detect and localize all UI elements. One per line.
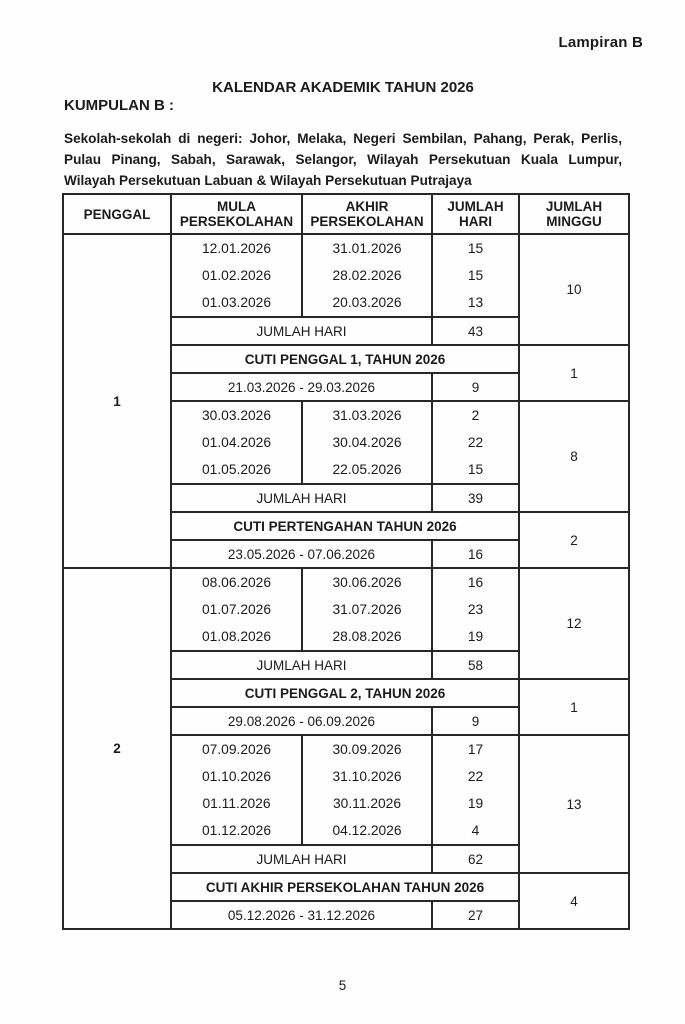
subtotal-days: 62: [432, 845, 519, 873]
start-date: 12.01.2026: [201, 241, 272, 256]
header-jumlah-hari: JUMLAH HARI: [432, 194, 519, 234]
start-date: 01.05.2026: [201, 462, 272, 477]
days-count: 19: [467, 796, 484, 811]
days-count: 23: [467, 602, 484, 617]
days-count: 27: [432, 901, 519, 929]
days-group: [432, 735, 519, 845]
jumlah-hari-label: JUMLAH HARI: [171, 484, 432, 512]
end-date: 31.07.2026: [332, 602, 402, 617]
days-count: 19: [467, 629, 484, 644]
holiday-date-range: 23.05.2026 - 07.06.2026: [171, 540, 432, 568]
states-description: Sekolah-sekolah di negeri: Johor, Melaka, Negeri Sembilan, Pahang, Perak, Perlis, Pulau Pinang, Sabah, Sarawak, Selangor, Wilayah Persekutuan Kuala Lumpur, Wilayah Persekutuan Labuan & Wilayah Persekutuan Putrajaya: [64, 131, 622, 188]
holiday-title: CUTI PENGGAL 1, TAHUN 2026: [171, 345, 519, 373]
start-date: 08.06.2026: [201, 575, 272, 590]
akhir-dates-group: [302, 234, 432, 317]
page-title: KALENDAR AKADEMIK TAHUN 2026: [212, 79, 474, 96]
start-date: 01.08.2026: [201, 629, 272, 644]
end-date: 30.06.2026: [332, 575, 402, 590]
days-count: 4: [471, 823, 480, 838]
subtotal-days: 39: [432, 484, 519, 512]
days-count: 13: [467, 295, 484, 310]
end-date: 20.03.2026: [332, 295, 402, 310]
penggal-2-cell: 2: [63, 568, 171, 929]
header-mula-persekolahan: MULA PERSEKOLAHAN: [171, 194, 302, 234]
days-count: 15: [467, 268, 484, 283]
mula-dates-group: [171, 401, 302, 484]
end-date: 31.10.2026: [332, 769, 402, 784]
days-group: [432, 401, 519, 484]
table-row: [63, 234, 629, 317]
start-date: 07.09.2026: [201, 742, 272, 757]
holiday-date-range: 05.12.2026 - 31.12.2026: [171, 901, 432, 929]
days-count: 22: [467, 769, 484, 784]
subtotal-days: 43: [432, 317, 519, 345]
holiday-title: CUTI PERTENGAHAN TAHUN 2026: [171, 512, 519, 540]
header-akhir-persekolahan: AKHIR PERSEKOLAHAN: [302, 194, 432, 234]
days-group: [432, 568, 519, 651]
subtotal-days: 58: [432, 651, 519, 679]
start-date: 01.04.2026: [201, 435, 272, 450]
corner-label: Lampiran B: [558, 34, 643, 51]
weeks-count: 1: [519, 679, 629, 735]
akhir-dates-group: [302, 568, 432, 651]
group-label: KUMPULAN B :: [64, 97, 174, 114]
end-date: 31.01.2026: [332, 241, 402, 256]
holiday-title: CUTI PENGGAL 2, TAHUN 2026: [171, 679, 519, 707]
days-count: 2: [471, 408, 480, 423]
weeks-count: 10: [519, 234, 629, 345]
academic-calendar-table: [62, 193, 630, 930]
start-date: 01.03.2026: [201, 295, 272, 310]
end-date: 22.05.2026: [332, 462, 402, 477]
jumlah-hari-label: JUMLAH HARI: [171, 845, 432, 873]
holiday-title: CUTI AKHIR PERSEKOLAHAN TAHUN 2026: [171, 873, 519, 901]
weeks-count: 2: [519, 512, 629, 568]
mula-dates-group: [171, 735, 302, 845]
days-count: 9: [432, 707, 519, 735]
weeks-count: 4: [519, 873, 629, 929]
end-date: 30.09.2026: [332, 742, 402, 757]
days-count: 15: [467, 241, 484, 256]
table-row: [63, 568, 629, 651]
jumlah-hari-label: JUMLAH HARI: [171, 651, 432, 679]
days-count: 16: [467, 575, 484, 590]
weeks-count: 8: [519, 401, 629, 512]
days-count: 16: [432, 540, 519, 568]
akhir-dates-group: [302, 735, 432, 845]
start-date: 01.12.2026: [201, 823, 272, 838]
start-date: 01.10.2026: [201, 769, 272, 784]
end-date: 30.04.2026: [332, 435, 402, 450]
holiday-date-range: 29.08.2026 - 06.09.2026: [171, 707, 432, 735]
start-date: 01.07.2026: [201, 602, 272, 617]
mula-dates-group: [171, 568, 302, 651]
penggal-1-cell: 1: [63, 234, 171, 568]
days-count: 17: [467, 742, 484, 757]
days-count: 9: [432, 373, 519, 401]
weeks-count: 1: [519, 345, 629, 401]
days-group: [432, 234, 519, 317]
end-date: 04.12.2026: [332, 823, 402, 838]
jumlah-hari-label: JUMLAH HARI: [171, 317, 432, 345]
start-date: 01.02.2026: [201, 268, 272, 283]
days-count: 22: [467, 435, 484, 450]
weeks-count: 12: [519, 568, 629, 679]
end-date: 28.02.2026: [332, 268, 402, 283]
start-date: 01.11.2026: [202, 796, 271, 811]
header-jumlah-minggu: JUMLAH MINGGU: [519, 194, 629, 234]
table-header-row: [63, 194, 629, 234]
weeks-count: 13: [519, 735, 629, 873]
akhir-dates-group: [302, 401, 432, 484]
end-date: 30.11.2026: [332, 796, 402, 811]
end-date: 31.03.2026: [332, 408, 402, 423]
start-date: 30.03.2026: [201, 408, 272, 423]
page-number: 5: [338, 978, 347, 993]
days-count: 15: [467, 462, 484, 477]
header-penggal: PENGGAL: [63, 194, 171, 234]
holiday-date-range: 21.03.2026 - 29.03.2026: [171, 373, 432, 401]
end-date: 28.08.2026: [332, 629, 402, 644]
mula-dates-group: [171, 234, 302, 317]
